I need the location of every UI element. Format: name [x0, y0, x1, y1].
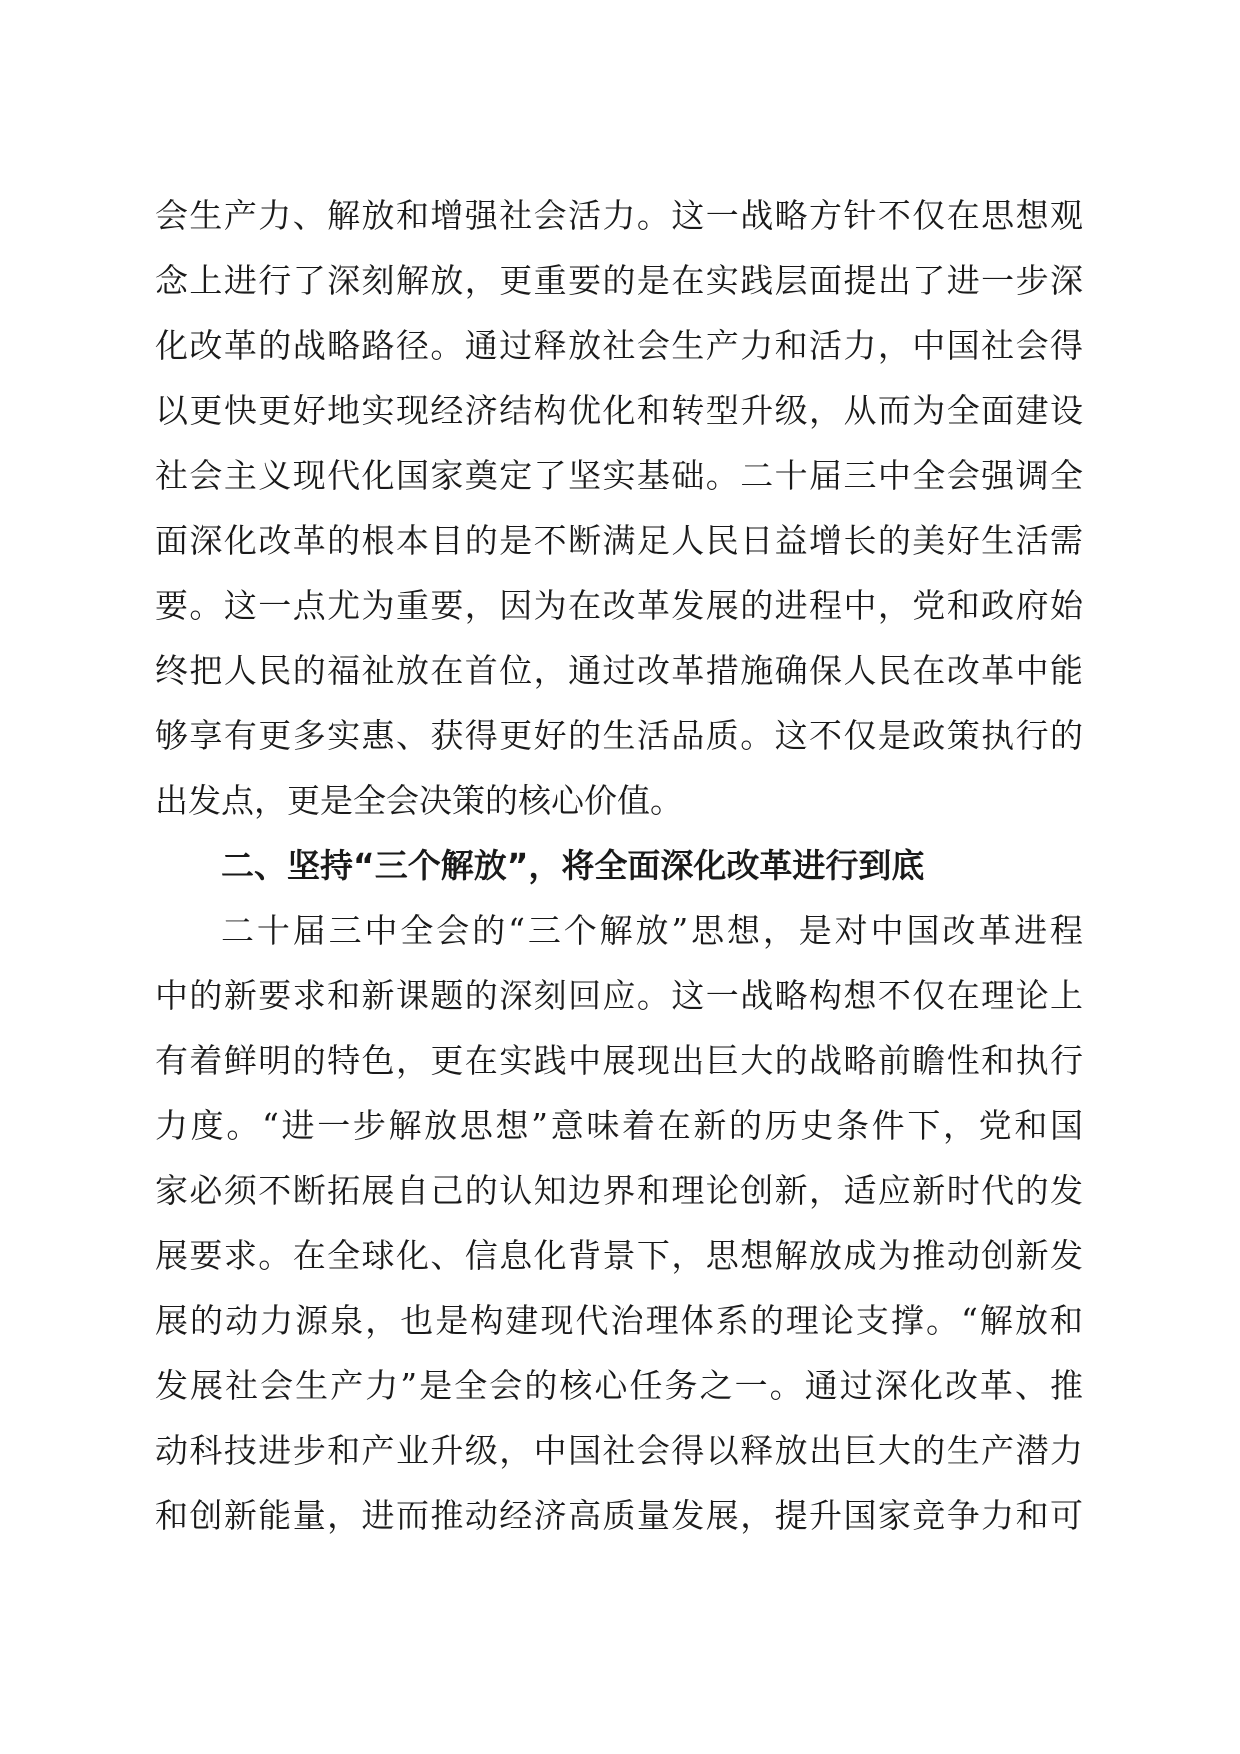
text-line: 力度。“进一步解放思想”意味着在新的历史条件下，党和国 [155, 1106, 1083, 1145]
text-line: 终把人民的福祉放在首位，通过改革措施确保人民在改革中能 [155, 651, 1083, 690]
section-heading: 二、坚持“三个解放”，将全面深化改革进行到底 [221, 846, 925, 885]
text-line: 以更快更好地实现经济结构优化和转型升级，从而为全面建设 [155, 391, 1083, 430]
text-line: 出发点，更是全会决策的核心价值。 [155, 781, 683, 820]
text-line: 和创新能量，进而推动经济高质量发展，提升国家竞争力和可 [155, 1496, 1083, 1535]
text-line: 中的新要求和新课题的深刻回应。这一战略构想不仅在理论上 [155, 976, 1083, 1015]
text-line: 动科技进步和产业升级，中国社会得以释放出巨大的生产潜力 [155, 1431, 1083, 1470]
text-line: 展要求。在全球化、信息化背景下，思想解放成为推动创新发 [155, 1236, 1083, 1275]
text-line: 二十届三中全会的“三个解放”思想，是对中国改革进程 [221, 911, 1083, 950]
text-line: 化改革的战略路径。通过释放社会生产力和活力，中国社会得 [155, 326, 1083, 365]
text-line: 家必须不断拓展自己的认知边界和理论创新，适应新时代的发 [155, 1171, 1083, 1210]
text-line: 社会主义现代化国家奠定了坚实基础。二十届三中全会强调全 [155, 456, 1083, 495]
text-line: 会生产力、解放和增强社会活力。这一战略方针不仅在思想观 [155, 196, 1083, 235]
text-line: 面深化改革的根本目的是不断满足人民日益增长的美好生活需 [155, 521, 1083, 560]
text-line: 展的动力源泉，也是构建现代治理体系的理论支撑。“解放和 [155, 1301, 1083, 1340]
text-line: 念上进行了深刻解放，更重要的是在实践层面提出了进一步深 [155, 261, 1083, 300]
text-line: 要。这一点尤为重要，因为在改革发展的进程中，党和政府始 [155, 586, 1083, 625]
paragraph-continued [155, 183, 1083, 1548]
text-line: 够享有更多实惠、获得更好的生活品质。这不仅是政策执行的 [155, 716, 1083, 755]
text-line: 有着鲜明的特色，更在实践中展现出巨大的战略前瞻性和执行 [155, 1041, 1083, 1080]
text-line: 发展社会生产力”是全会的核心任务之一。通过深化改革、推 [155, 1366, 1083, 1405]
